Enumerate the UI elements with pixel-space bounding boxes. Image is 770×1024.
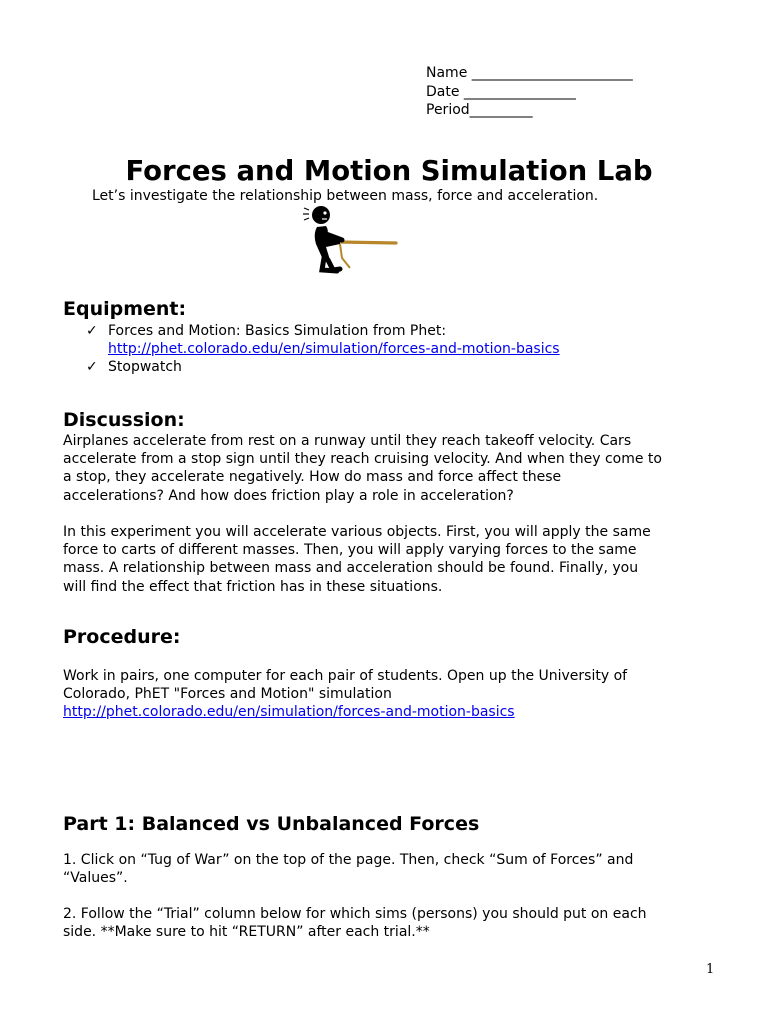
discussion-paragraph-2 (63, 523, 723, 596)
page-title: Forces and Motion Simulation Lab (125, 155, 653, 187)
text-line: “Values”. (63, 870, 128, 887)
page-subtitle: Let’s investigate the relationship between mass, force and acceleration. (92, 188, 599, 204)
text-line: will find the effect that friction has in these situations. (63, 578, 443, 595)
discussion-heading: Discussion: (63, 409, 185, 431)
list-item (86, 358, 560, 376)
part1-step-2 (63, 905, 723, 941)
checkmark-icon: ✓ (86, 359, 98, 375)
part1-step-1 (63, 851, 723, 887)
student-info-block (426, 64, 633, 120)
period-line: Period_________ (426, 102, 533, 118)
equipment-heading: Equipment: (63, 298, 187, 320)
text-line: side. **Make sure to hit “RETURN” after each trial.** (63, 924, 430, 941)
text-line: mass. A relationship between mass and acceleration should be found. Finally, you (63, 560, 639, 577)
phet-simulation-link[interactable]: http://phet.colorado.edu/en/simulation/forces-and-motion-basics (108, 341, 560, 357)
tug-of-war-person-icon (300, 200, 400, 280)
equipment-item-label: Forces and Motion: Basics Simulation from Phet: (108, 323, 447, 339)
text-line: force to carts of different masses. Then, you will apply varying forces to the same (63, 542, 637, 559)
text-line: accelerations? And how does friction play a role in acceleration? (63, 487, 514, 504)
text-line: 1. Click on “Tug of War” on the top of the page. Then, check “Sum of Forces” and (63, 852, 634, 868)
text-line: In this experiment you will accelerate various objects. First, you will apply the same (63, 524, 651, 540)
list-item (86, 322, 560, 358)
text-line: a stop, they accelerate negatively. How do mass and force affect these (63, 469, 562, 486)
text-line: Colorado, PhET "Forces and Motion" simulation (63, 686, 392, 703)
equipment-item-label: Stopwatch (108, 359, 182, 375)
discussion-paragraph-1 (63, 432, 723, 505)
procedure-heading: Procedure: (63, 626, 181, 648)
phet-simulation-link[interactable]: http://phet.colorado.edu/en/simulation/forces-and-motion-basics (63, 704, 515, 721)
text-line: accelerate from a stop sign until they reach cruising velocity. And when they come to (63, 451, 662, 468)
procedure-paragraph (63, 667, 723, 722)
part1-heading: Part 1: Balanced vs Unbalanced Forces (63, 813, 480, 835)
page-number: 1 (706, 962, 715, 977)
checkmark-icon: ✓ (86, 323, 98, 339)
text-line: 2. Follow the “Trial” column below for which sims (persons) you should put on each (63, 906, 647, 922)
name-line: Name _______________________ (426, 65, 633, 81)
text-line: Work in pairs, one computer for each pair of students. Open up the University of (63, 668, 628, 684)
date-line: Date ________________ (426, 83, 576, 100)
equipment-list (86, 322, 560, 376)
text-line: Airplanes accelerate from rest on a runway until they reach takeoff velocity. Cars (63, 433, 632, 449)
